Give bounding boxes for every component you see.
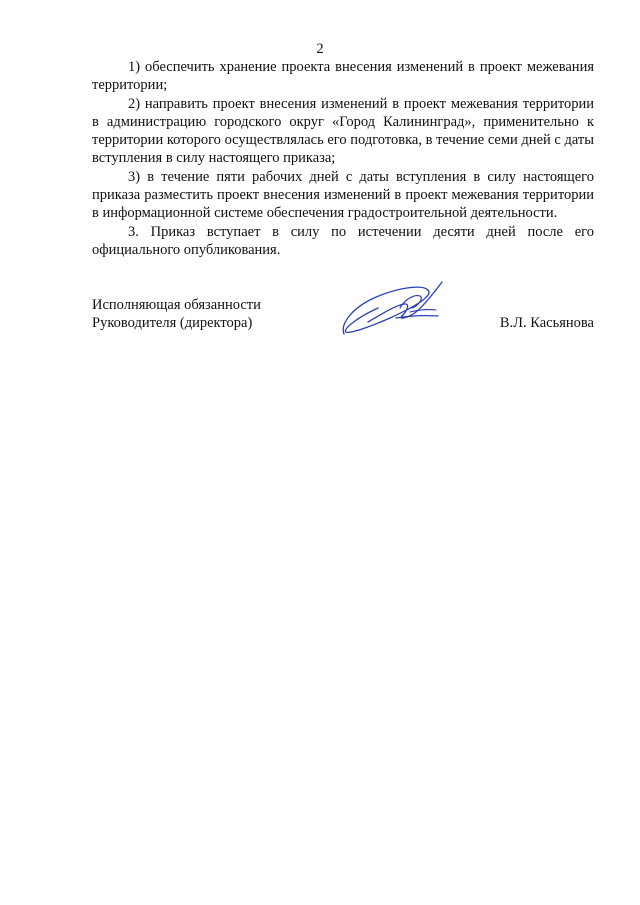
handwritten-signature [338,278,450,340]
paragraph-item-1: 1) обеспечить хранение проекта внесения изменений в проект межевания территории; [92,59,594,94]
page-number: 2 [316,41,324,57]
signatory-title-line2: Руководителя (директора) [92,315,253,331]
signatory-title-line1: Исполняющая обязанности [92,297,261,313]
signatory-name: В.Л. Касьянова [499,315,594,331]
paragraph-item-2: 2) направить проект внесения изменений в проект межевания территории в администрацию городского округ «Город Калининград», применительно к территории которого осуществлялась его подготовка, в течение семи дней с даты вступления в силу настоящего приказа; [92,95,594,167]
document-body [92,58,594,259]
paragraph-item-3: 3) в течение пяти рабочих дней с даты вступления в силу настоящего приказа разместить проект внесения изменений в проект межевания территории в информационной системе обеспечения градостроительной деятельности. [92,168,594,222]
paragraph-clause-3: 3. Приказ вступает в силу по истечении десяти дней после его официального опубликования. [92,223,594,258]
